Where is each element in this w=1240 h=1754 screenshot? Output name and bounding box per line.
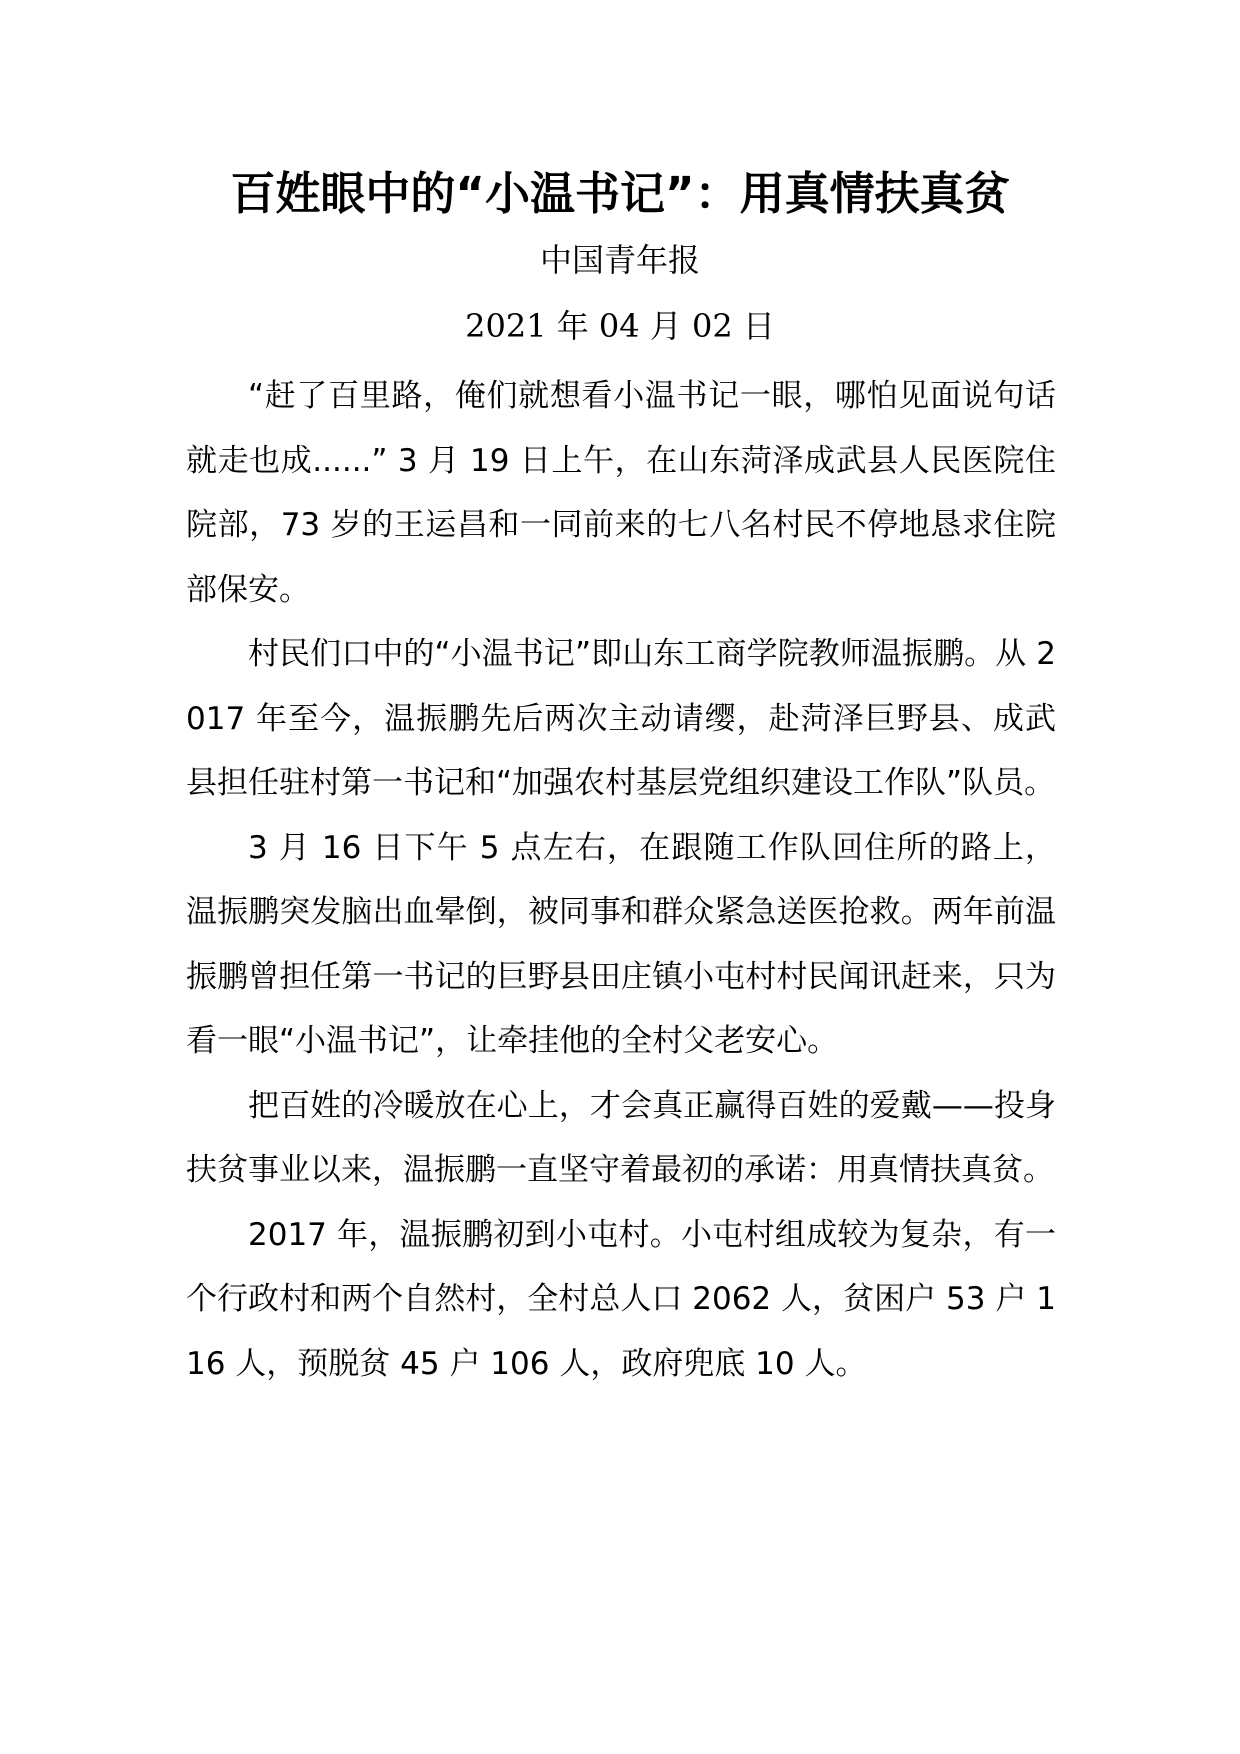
paragraph: “赶了百里路，俺们就想看小温书记一眼，哪怕见面说句话就走也成......” 3 月 19 日上午，在山东菏泽成武县人民医院住院部，73 岁的王运昌和一同前来的七八名村民不停地恳求住院部保安。	[186, 378, 1056, 608]
paragraph: 把百姓的冷暖放在心上，才会真正赢得百姓的爱戴——投身扶贫事业以来，温振鹏一直坚守着最初的承诺：用真情扶真贫。	[186, 1087, 1056, 1188]
paragraph: 2017 年，温振鹏初到小屯村。小屯村组成较为复杂，有一个行政村和两个自然村，全村总人口 2062 人，贫困户 53 户 116 人，预脱贫 45 户 106 人，政府兜底 10 人。	[186, 1216, 1056, 1382]
article-title: 百姓眼中的“小温书记”：用真情扶真贫	[230, 167, 1010, 220]
article-body	[186, 364, 1056, 1396]
article-date: 2021 年 04 月 02 日	[465, 307, 775, 345]
paragraph: 村民们口中的“小温书记”即山东工商学院教师温振鹏。从 2017 年至今，温振鹏先后两次主动请缨，赴菏泽巨野县、成武县担任驻村第一书记和“加强农村基层党组织建设工作队”队员。	[186, 636, 1056, 801]
paragraph: 3 月 16 日下午 5 点左右，在跟随工作队回住所的路上，温振鹏突发脑出血晕倒，被同事和群众紧急送医抢救。两年前温振鹏曾担任第一书记的巨野县田庄镇小屯村村民闻讯赶来，只为看一眼“小温书记”，让牵挂他的全村父老安心。	[186, 829, 1056, 1059]
article-source: 中国青年报	[539, 241, 700, 279]
